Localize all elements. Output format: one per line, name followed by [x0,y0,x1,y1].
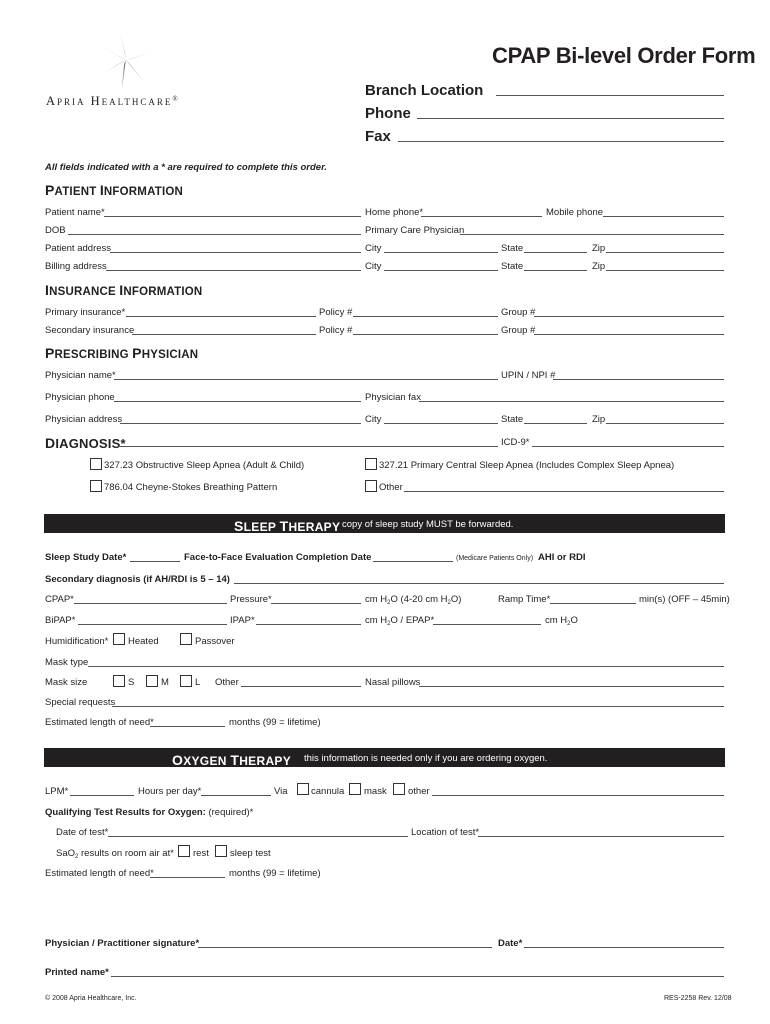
title-initial: I [99,182,104,198]
title-part: RESCRIBING [54,349,133,361]
branch-field[interactable] [496,95,724,96]
sao2-label [56,849,174,860]
rest-checkbox[interactable] [178,845,190,857]
signature-label: Physician / Practitioner signature* [45,938,200,949]
mask-size-m-checkbox[interactable] [146,675,158,687]
dx-csb-label: 786.04 Cheyne-Stokes Breathing Pattern [104,482,278,493]
zip-label: Zip [592,243,606,254]
secondary-insurance-field[interactable] [132,334,316,335]
title-initial: T [279,518,289,534]
dx-other-checkbox[interactable] [365,480,377,492]
insurance-section-title [45,282,202,298]
unit-text: O / EPAP* [390,615,435,626]
title-part: NFORMATION [123,286,203,298]
sleep-test-checkbox[interactable] [215,845,227,857]
unit-text: O) [450,594,462,605]
sleep-need-label: Estimated length of need* [45,717,154,728]
branch-label: Branch Location [365,82,484,99]
physician-city-field[interactable] [384,423,498,424]
phone-field[interactable] [417,118,724,119]
heated-label: Heated [128,636,159,647]
nasal-pillows-label: Nasal pillows [365,677,421,688]
lpm-field[interactable] [70,795,134,796]
rest-label: rest [193,848,209,859]
billing-zip-field[interactable] [606,270,724,271]
billing-city-label: City [365,261,382,272]
subscript: 2 [447,600,451,606]
mask-checkbox[interactable] [349,783,361,795]
epap-field[interactable] [433,624,541,625]
sleep-test-label: sleep test [230,848,271,859]
patient-name-label: Patient name* [45,207,105,218]
policy-label: Policy # [319,307,353,318]
dx-osa-checkbox[interactable] [90,458,102,470]
home-phone-label: Home phone* [365,207,424,218]
mobile-phone-label: Mobile phone [546,207,604,218]
company-name [46,95,180,108]
diagnosis-field[interactable] [118,446,498,447]
physician-phone-label: Physician phone [45,392,115,403]
unit-text: cm H [365,615,388,626]
secondary-dx-field[interactable] [234,583,724,584]
qualifying-label [45,808,253,818]
city-label: City [365,243,382,254]
title-initial: I [119,282,124,298]
bipap-field[interactable] [78,624,227,625]
title-initial: S [234,518,244,534]
physician-address-label: Physician address [45,414,123,425]
dob-field[interactable] [68,234,361,235]
secondary-policy-label: Policy # [319,325,353,336]
pressure-field[interactable] [271,603,361,604]
unit-text: cm H [545,615,568,626]
lpm-label: LPM* [45,786,69,797]
mask-other-label: Other [215,677,239,688]
sleep-study-date-label: Sleep Study Date* [45,552,127,563]
secondary-group-label: Group # [501,325,536,336]
phone-label: Phone [365,105,411,122]
mask-size-s-checkbox[interactable] [113,675,125,687]
title-initial: O [172,752,184,768]
passover-label: Passover [195,636,235,647]
secondary-dx-label: Secondary diagnosis (if AH/RDI is 5 – 14) [45,574,230,585]
dob-label: DOB [45,225,66,236]
icd-label: ICD-9* [501,437,530,448]
ramp-units: min(s) (OFF – 45min) [639,594,730,605]
sao-rest: results on room air at* [78,848,174,859]
sleep-need-units: months (99 = lifetime) [229,717,321,728]
sleep-therapy-title [234,518,340,534]
cannula-label: cannula [311,786,345,797]
dx-csa-checkbox[interactable] [365,458,377,470]
physician-phone-field[interactable] [114,401,361,402]
mask-size-l-label: L [195,677,201,688]
secondary-insurance-label: Secondary insurance [45,325,135,336]
pressure-label: Pressure* [230,594,272,605]
sleep-need-field[interactable] [150,726,225,727]
copyright: © 2008 Apria Healthcare, Inc. [45,995,137,1002]
test-location-label: Location of test* [411,827,480,838]
fax-label: Fax [365,128,391,145]
billing-address-field[interactable] [106,270,361,271]
title-part: HERAPY [239,754,292,768]
title-part: NSURANCE [49,286,120,298]
oxygen-other-checkbox[interactable] [393,783,405,795]
mask-size-m-label: M [161,677,169,688]
title-part: ATIENT [54,186,100,198]
pcp-label: Primary Care Physician [365,225,465,236]
physician-state-label: State [501,414,524,425]
billing-zip-label: Zip [592,261,606,272]
title-part: NFORMATION [103,186,184,198]
sao-text: SaO [56,848,76,859]
special-requests-field[interactable] [112,706,724,707]
secondary-group-field[interactable] [534,334,724,335]
ramp-label: Ramp Time* [498,594,551,605]
patient-name-field[interactable] [104,216,361,217]
pcp-field[interactable] [460,234,724,235]
subscript: 2 [387,621,391,627]
hours-label: Hours per day* [138,786,202,797]
physician-zip-label: Zip [592,414,606,425]
bipap-label: BiPAP* [45,615,76,626]
oxygen-need-units: months (99 = lifetime) [229,868,321,879]
title-initial: P [132,345,142,361]
mask-size-s-label: S [128,677,135,688]
date-field[interactable] [524,947,724,948]
primary-insurance-field[interactable] [126,316,316,317]
patient-address-field[interactable] [110,252,361,253]
unit-text: O [570,615,578,626]
state-label: State [501,243,524,254]
primary-insurance-label: Primary insurance* [45,307,126,318]
passover-checkbox[interactable] [180,633,192,645]
mask-size-l-checkbox[interactable] [180,675,192,687]
subscript: 2 [75,854,79,860]
required-note: All fields indicated with a * are required to complete this order. [45,162,327,173]
cpap-label: CPAP* [45,594,74,605]
mask-size-label: Mask size [45,677,88,688]
title-part: IAGNOSIS* [55,436,126,451]
oxygen-other-label: other [408,786,430,797]
test-date-field[interactable] [108,836,408,837]
billing-state-field[interactable] [524,270,587,271]
printed-name-field[interactable] [111,976,724,977]
secondary-policy-field[interactable] [353,334,498,335]
pressure-units [365,595,461,606]
billing-state-label: State [501,261,524,272]
cannula-checkbox[interactable] [297,783,309,795]
form-code: RES-2258 Rev. 12/08 [664,995,732,1002]
date-label: Date* [498,938,523,949]
oxygen-other-field[interactable] [432,795,724,796]
title-part: XYGEN [183,754,231,768]
oxygen-need-field[interactable] [150,877,225,878]
sleep-therapy-note: copy of sleep study MUST be forwarded. [342,519,514,530]
group-field[interactable] [534,316,724,317]
subscript: 2 [387,600,391,606]
patient-section-title [45,182,183,198]
oxygen-need-label: Estimated length of need* [45,868,154,879]
icd-field[interactable] [532,446,724,447]
title-part: LEEP [243,520,280,534]
test-location-field[interactable] [478,836,724,837]
ipap-field[interactable] [256,624,361,625]
company-name-text: Apria Healthcare [46,94,173,108]
mask-type-field[interactable] [88,666,724,667]
title-initial: I [45,282,50,298]
dx-csa-label: 327.21 Primary Central Sleep Apnea (Includes Complex Sleep Apnea) [379,460,675,471]
via-label: Via [274,786,288,797]
qualifying-bold: Qualifying Test Results for Oxygen: [45,807,206,818]
fax-field[interactable] [398,141,724,142]
billing-city-field[interactable] [384,270,498,271]
hours-field[interactable] [201,795,271,796]
unit-text: cm H [365,594,388,605]
f2f-label: Face-to-Face Evaluation Completion Date [184,552,372,563]
unit-text: O [390,594,398,605]
home-phone-field[interactable] [421,216,542,217]
qualifying-required: (required)* [205,807,254,818]
oxygen-therapy-bar [44,748,725,767]
physician-city-label: City [365,414,382,425]
ramp-field[interactable] [550,603,636,604]
dx-csb-checkbox[interactable] [90,480,102,492]
dx-osa-label: 327.23 Obstructive Sleep Apnea (Adult & Child) [104,460,305,471]
f2f-field[interactable] [373,561,453,562]
registered-mark: ® [172,95,180,103]
policy-field[interactable] [353,316,498,317]
cpap-field[interactable] [74,603,227,604]
epap-units [545,616,578,627]
subscript: 2 [567,621,571,627]
ipap-label: IPAP* [230,615,255,626]
dx-other-label: Other [379,482,403,493]
physician-zip-field[interactable] [606,423,724,424]
dx-other-field[interactable] [404,491,724,492]
unit-text: (4-20 cm H [400,594,448,605]
humidification-label: Humidification* [45,636,109,647]
heated-checkbox[interactable] [113,633,125,645]
nasal-pillows-field[interactable] [419,686,724,687]
diagnosis-section-title [45,435,126,451]
billing-address-label: Billing address [45,261,107,272]
title-part: HYSICIAN [141,349,199,361]
city-field[interactable] [384,252,498,253]
oxygen-therapy-title [172,752,291,768]
title-part: HERAPY [288,520,341,534]
sleep-study-date-field[interactable] [130,561,180,562]
signature-field[interactable] [198,947,492,948]
upin-label: UPIN / NPI # [501,370,556,381]
apria-star-logo [98,30,154,90]
physician-name-label: Physician name* [45,370,116,381]
sleep-therapy-bar [44,514,725,533]
medicare-note: (Medicare Patients Only) [456,555,534,562]
test-date-label: Date of test* [56,827,109,838]
ahi-label: AHI or RDI [538,552,586,563]
mobile-phone-field[interactable] [603,216,724,217]
physician-address-field[interactable] [120,423,361,424]
oxygen-therapy-note: this information is needed only if you are ordering oxygen. [304,753,548,764]
form-title: CPAP Bi-level Order Form [492,43,756,68]
group-label: Group # [501,307,536,318]
physician-state-field[interactable] [524,423,587,424]
mask-type-label: Mask type [45,657,89,668]
special-requests-label: Special requests [45,697,116,708]
patient-address-label: Patient address [45,243,112,254]
zip-field[interactable] [606,252,724,253]
title-initial: P [45,345,55,361]
title-initial: P [45,182,55,198]
epap-label [365,616,434,627]
mask-other-field[interactable] [241,686,361,687]
physician-fax-field[interactable] [419,401,724,402]
state-field[interactable] [524,252,587,253]
physician-name-field[interactable] [114,379,498,380]
title-initial: D [45,435,56,451]
physician-fax-label: Physician fax [365,392,421,403]
title-initial: T [230,752,240,768]
mask-label: mask [364,786,387,797]
physician-section-title [45,345,198,361]
printed-name-label: Printed name* [45,967,109,978]
upin-field[interactable] [553,379,724,380]
